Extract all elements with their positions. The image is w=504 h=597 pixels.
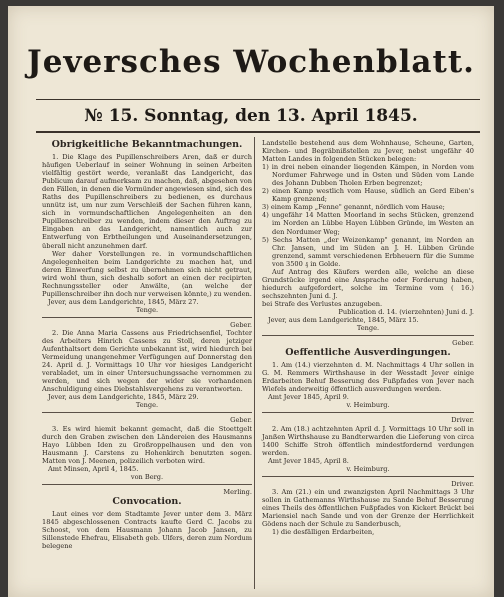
left-column	[42, 139, 252, 550]
notice-1-signature: Tenge.	[135, 305, 159, 314]
parcel-item: 5) Sechs Matten „der Weizenkamp" genannt, im Norden an Chr. Jansen, und im Süden an J. H. Lübben Gründe grenzend, sammt verschiedenen Erbheuern für die Summe von 3500 ₰ in Golde.	[262, 235, 474, 268]
notice-1-text: 1. Die Klage des Pupillenschreibers Aren, daß er durch häufigen Ueberlauf in seiner Wohnung in seinen Arbeiten vielfältig gestört werde, veranlaßt das Landgericht, das Publicum darauf aufmerksam zu machen, daß, abgesehen von den Fällen, in denen die Vormünder angewiesen sind, sich des Raths des Pupillenschreibers zu bedienen, es durchaus unnütz ist, um nur zum Verschleiß der Sachen führen kann, sich in vormundschaftlichen Angelegenheiten an den Pupillenschreiber zu wenden, indem dieser den Auftrag zu Eingaben an das Landgericht, namentlich auch zur Entwerfung von Erbtheilungen und Auseinandersetzungen, überall nicht anzunehmen darf.	[42, 153, 252, 250]
convocation-date: Jever, aus dem Landgerichte, 1845, März 15.	[268, 316, 419, 325]
separator	[262, 412, 474, 413]
section-heading-public-tenders: Oeffentliche Ausverdingungen.	[285, 347, 451, 359]
tender-2-date: Amt Jever 1845, April 8.	[268, 456, 349, 465]
notice-3-signature: von Berg.	[130, 472, 164, 481]
tender-1-date: Amt Jever 1845, April 9.	[268, 393, 349, 402]
issue-rule	[36, 131, 480, 133]
separator	[42, 412, 252, 413]
parcel-item: 1) in drei neben einander liegenden Kämpen, in Norden vom Nordumer Fahrwege und in Osten und Süden vom Lande des Johann Dubben Tholen Erben begrenzet;	[262, 163, 474, 188]
newspaper-page	[8, 6, 494, 597]
notice-3-clerk: Merling.	[223, 487, 252, 496]
tender-2-clerk: Driver.	[451, 479, 474, 488]
notice-1-clerk: Geber.	[230, 320, 252, 329]
notice-3-date: Amt Minsen, April 4, 1845.	[48, 464, 139, 473]
parcel-item: 3) einem Kamp „Fenne" genannt, nördlich vom Hause;	[262, 203, 445, 212]
tender-2-text: 2. Am (18.) achtzehnten April d. J. Vormittags 10 Uhr soll in Janßen Wirthshause zu Bandterwarden die Lieferung von circa 1400 Schiffe Stroh öffentlich mindestfordernd verdungen werden.	[262, 424, 474, 457]
tender-1-clerk: Driver.	[451, 416, 474, 425]
parcel-item: 4) ungefähr 14 Matten Moorland in sechs Stücken, grenzend im Norden an Lübbe Hayen Lübben Gründe, im Westen an den Nordumer Weg;	[262, 211, 474, 236]
convocation-penalty: bei Strafe des Verlustes anzugeben.	[262, 299, 383, 308]
notice-1-date: Jever, aus dem Landgerichte, 1845, März 27.	[48, 297, 199, 306]
tender-2-signature: v. Heimburg.	[346, 464, 390, 473]
convocation-text: Laut eines vor dem Stadtamte Jever unter dem 3. März 1845 abgeschlossenen Contracts kaufte Gerd C. Jacobs zu Schoost, von dem Hausmann Johann Jacob Jansen, zu Sillenstede Ehefrau, Elisabeth geb. Ulfers, deren zum Nordum belegene	[42, 509, 253, 551]
separator	[262, 476, 474, 477]
tender-3-text: 3. Am (21.) ein und zwanzigsten April Nachmittags 3 Uhr sollen in Gathemanns Wirthshause zu Sande Behuf Besserung eines Theils des öffentlichen Fußpfades von Kickert Brückt bei Mariensiel nach Sande und von der Grenze der Herrlichkeit Gödens nach der Schule zu Sanderbusch,	[262, 487, 474, 529]
issue-line: № 15. Sonntag, den 13. April 1845.	[84, 106, 418, 126]
convocation-publication: Publication d. 14. (vierzehnten) Juni d. J.	[338, 307, 474, 316]
masthead-title: Jeversches Wochenblatt.	[27, 44, 475, 80]
column-divider	[254, 137, 255, 589]
separator	[262, 335, 474, 336]
separator	[42, 317, 252, 318]
masthead-rule	[36, 99, 480, 100]
right-column	[262, 139, 474, 536]
convocation-request: Auf Antrag des Käufers werden alle, welche an diese Grundstücke irgend eine Ansprache oder Forderung haben, hiedurch aufgefordert, solche im Termine vom ( 16.) sechszehnten Juni d. J.	[262, 267, 474, 300]
convocation-signature: Tenge.	[356, 324, 380, 333]
notice-2-signature: Tenge.	[135, 401, 159, 410]
convocation-text-cont: Landstelle bestehend aus dem Wohnhause, Scheune, Garten, Kirchen- und Begräbnißstellen zu Jever, nebst ungefähr 40 Matten Landes in folgenden Stücken belegen:	[262, 139, 474, 164]
tender-1-signature: v. Heimburg.	[346, 401, 390, 410]
notice-3-text: 3. Es wird hiemit bekannt gemacht, daß die Stoettgelt durch den Graben zwischen den Ländereien des Hausmanns Hayo Lübben Iden zu Großroppelhausen und den von Hausmann J. Carstens zu Hohenkirch benutzten sogen. Matten von J. Meenen, polizeilich verboten wird.	[42, 424, 252, 465]
separator	[42, 484, 252, 485]
tender-1-text: 1. Am (14.) vierzehnten d. M. Nachmittags 4 Uhr sollen in G. M. Remmers Wirthshause in der Wesstadt Jever einige Erdarbeiten Behuf Besserung des Fußpfades von Jever nach Wiefels anderweitig öffentlich ausverdungen werden.	[262, 361, 474, 394]
parcel-item: 2) einen Kamp westlich vom Hause, südlich an Gerd Eiben's Kamp grenzend;	[262, 187, 474, 204]
tender-3-item: 1) die desfälligen Erdarbeiten,	[272, 528, 375, 537]
notice-2-text: 2. Die Anna Maria Cassens aus Friedrichsenfiel, Tochter des Arbeiters Hinrich Cassens zu Stoll, deren jetziger Aufenthaltsort dem Gerichte unbekannt ist, wird hiedurch bei Vermeidung unangenehmer Verfügungen auf Donnerstag den 24. April d. J. Vormittags 10 Uhr vor hiesiges Landgericht verabladet, um in einer Untersuchungssache vernommen zu werden, und sich wegen der wider sie vorhandenen Anschuldigung eines Diebstahlsvergehens zu verantworten.	[42, 328, 252, 394]
notice-2-clerk: Geber.	[230, 416, 252, 425]
convocation-clerk: Geber.	[452, 339, 474, 348]
section-heading-convocation: Convocation.	[112, 495, 182, 507]
notice-2-date: Jever, aus dem Landgerichte, 1845, März 29.	[48, 393, 199, 402]
section-heading-official-notices: Obrigkeitliche Bekanntmachungen.	[51, 139, 243, 150]
notice-1-text-cont: Wer daher Vorstellungen re. in vormundschaftlichen Angelegenheiten beim Landgerichte zu machen hat, und deren Einwerfung selbst zu übernehmen sich nicht getraut, wird wohl thun, sich deshalb sofort an einen der recipirten Rechnungssteller oder Anwälte, (an welche der Pupillenschreiber ihn doch nur verweisen könnte,) zu wenden.	[42, 249, 252, 298]
